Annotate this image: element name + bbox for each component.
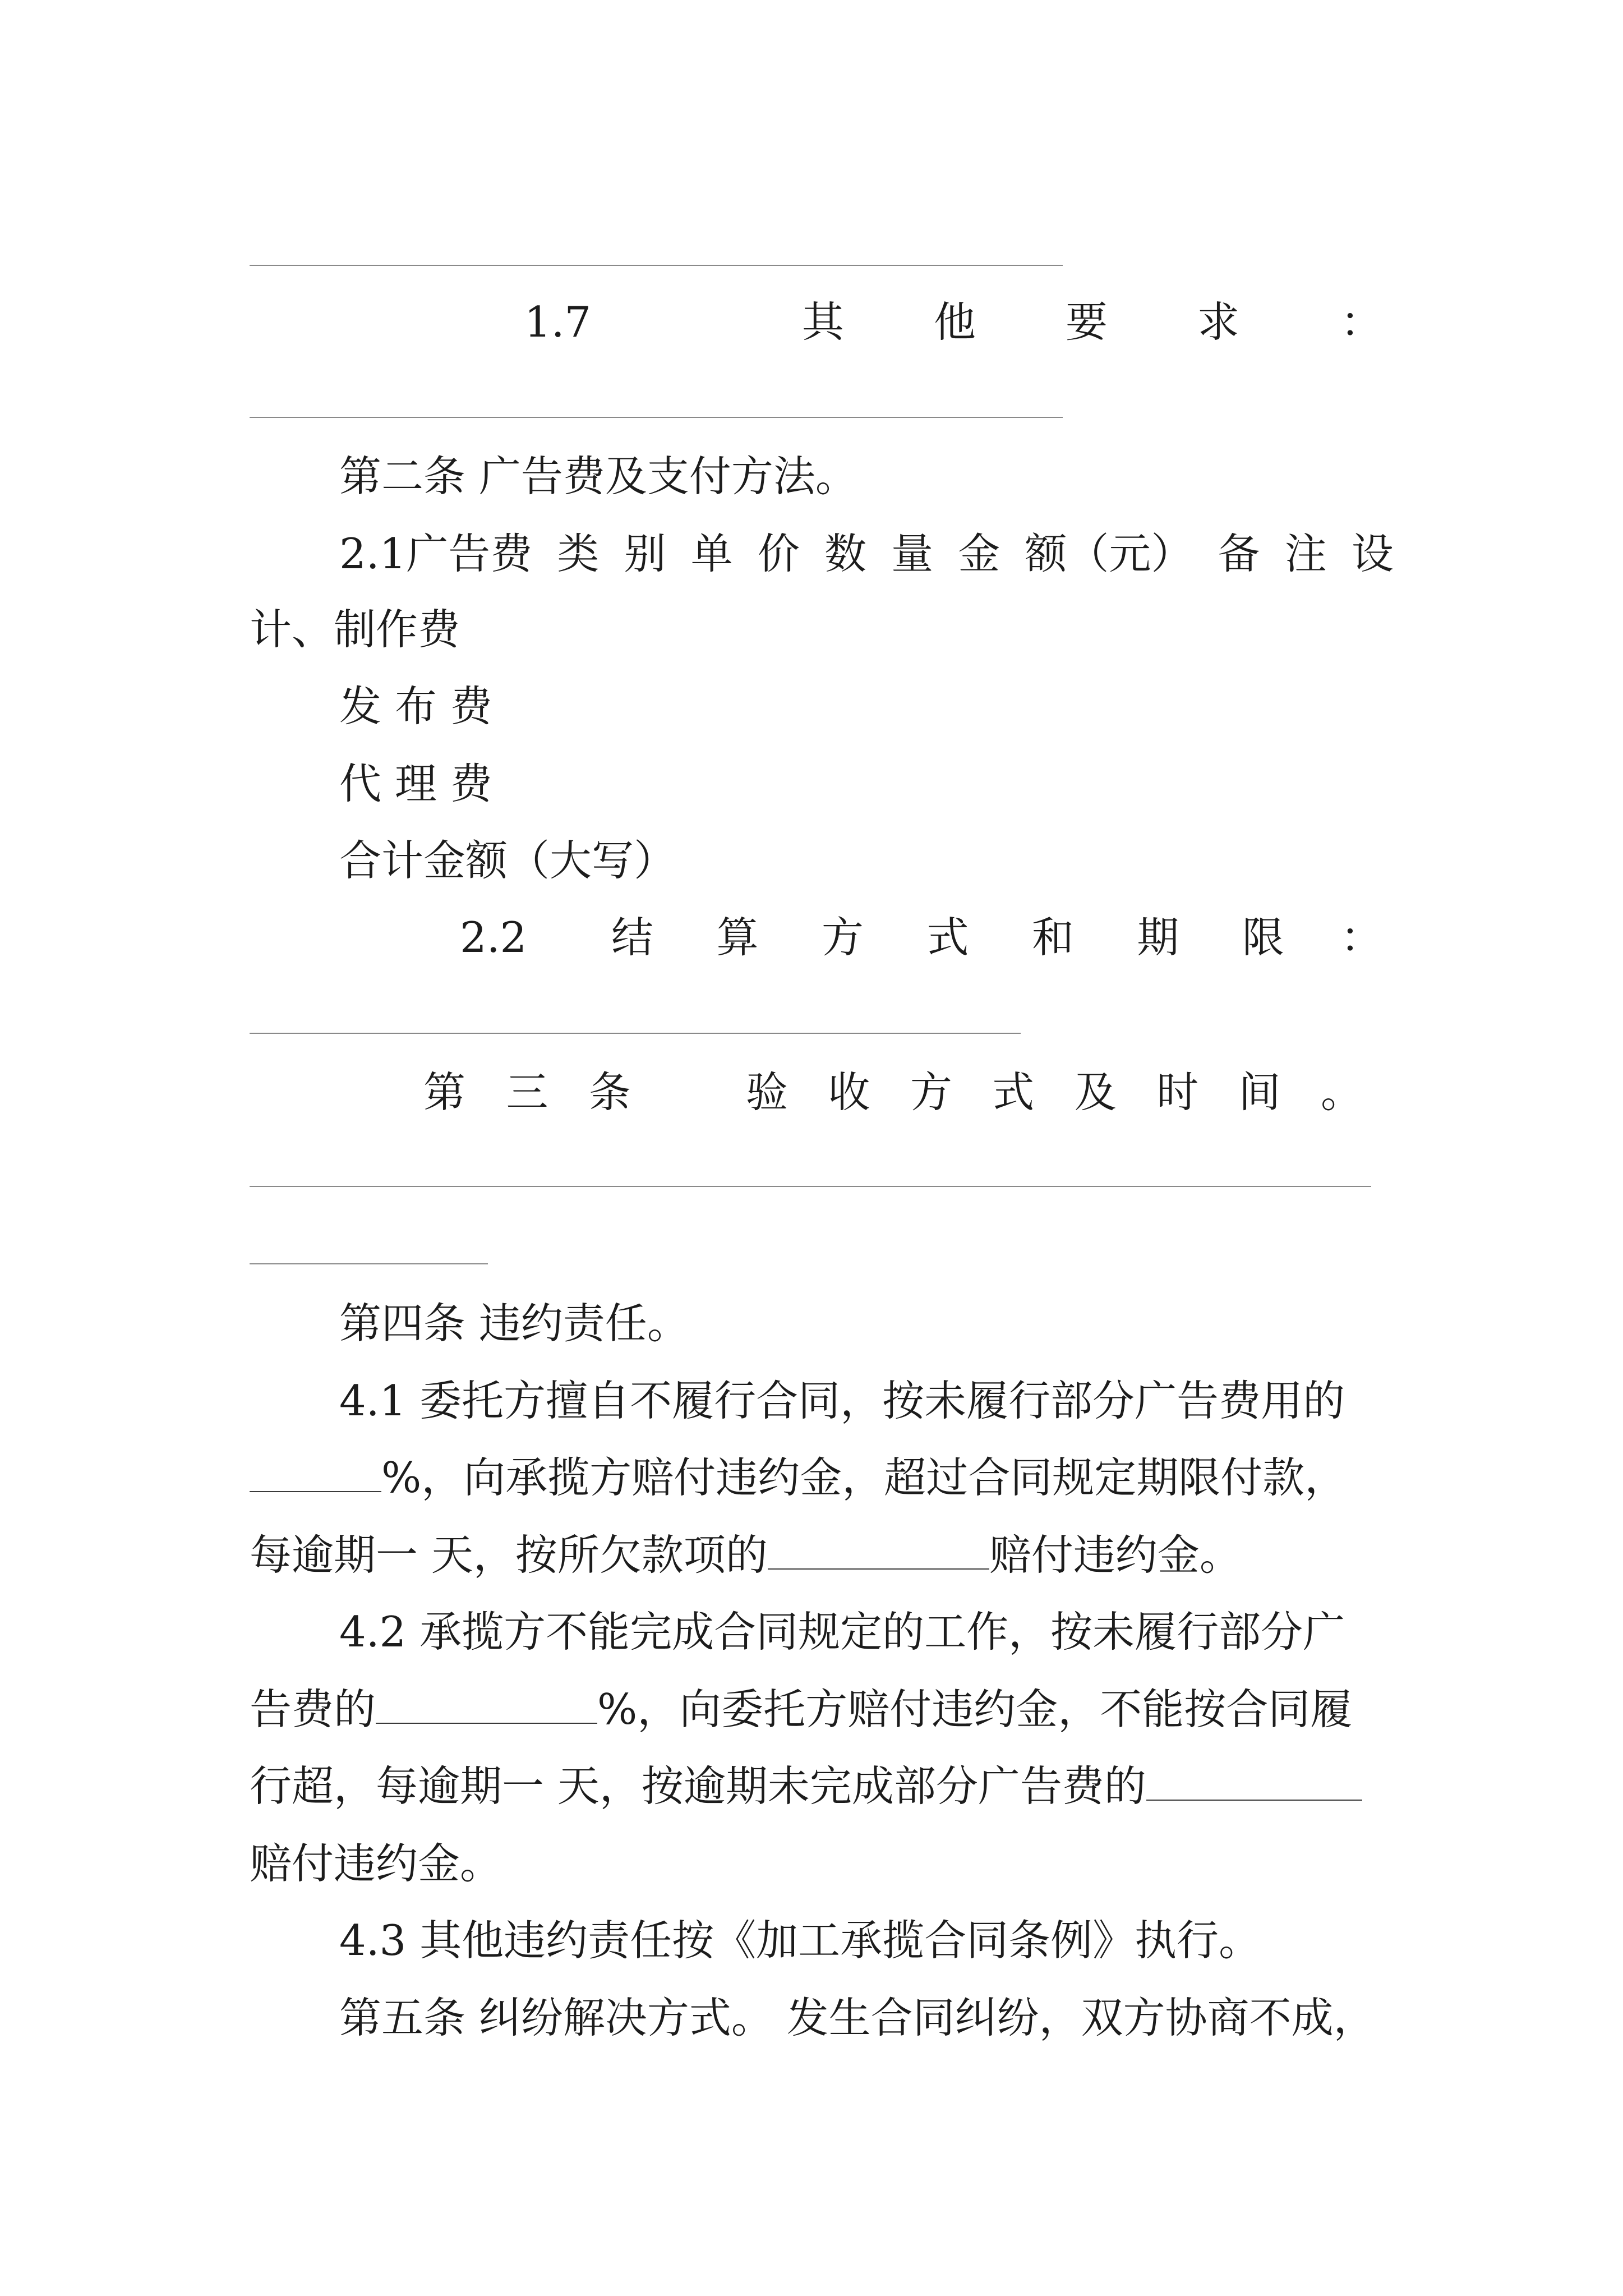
clause-line: 行超，每逾期一 天，按逾期未完成部分广告费的 [250,1765,1362,1807]
heading-char: 结 [611,913,654,962]
heading-char: 验 [746,1068,789,1117]
heading-char: 收 [828,1068,870,1117]
fee-header-cell: 金 [958,529,1000,578]
article-title: 第五条 纠纷解决方式。 发生合同纠纷，双方协商不成， [339,1993,1376,2042]
blank-field[interactable] [250,1457,381,1492]
fee-header-cell: 类 [557,529,600,578]
clause-number: 1.7 [524,297,592,347]
fee-header-cell: 2.1广告费 [339,529,533,578]
article-title: 第四条 违约责任。 [339,1299,689,1348]
heading-char: 方 [910,1068,952,1117]
clause-line: 每逾期一 天，按所欠款项的 赔付违约金。 [250,1530,1242,1580]
clause-line: 4.2 承揽方不能完成合同规定的工作，按未履行部分广 [339,1607,1345,1657]
heading-char: 他 [933,297,976,347]
heading-char: 第 [423,1068,466,1117]
clause-line: 4.3 其他违约责任按《加工承揽合同条例》执行。 [339,1916,1261,1965]
heading-char: 三 [506,1068,548,1117]
article-heading-right [746,1068,1363,1117]
article-heading-left [423,1068,631,1117]
fee-header-cell: 单 [690,529,733,578]
blank-field[interactable] [768,1535,989,1570]
heading-char: 其 [802,297,845,347]
fee-row-agency: 代 理 费 [339,759,492,808]
heading-char: 限 [1242,913,1284,962]
heading-char: 式 [992,1068,1035,1117]
heading-char: 要 [1065,297,1108,347]
fee-header-cell: 别 [624,529,666,578]
fee-header-cell: 量 [891,529,934,578]
article-title: 第二条 广告费及支付方法。 [339,452,857,501]
fee-header-cell: 价 [757,529,800,578]
clause-number: 2.2 [460,913,527,962]
heading-char: 算 [716,913,759,962]
heading-colon: ： [1340,913,1383,962]
clause-line: 告费的 %，向委托方赔付违约金，不能按合同履 [250,1685,1353,1734]
fee-row-publish: 发 布 费 [339,682,492,731]
fee-row-design: 计、制作费 [250,605,460,654]
heading-char: 期 [1137,913,1179,962]
blank-field[interactable] [376,1689,597,1724]
blank-line [250,1263,488,1264]
clause-heading [802,297,1239,347]
fee-header-cell: 备 [1218,529,1260,578]
fee-row-total: 合计金额（大写） [339,836,676,885]
blank-line [250,1186,1371,1187]
clause-heading [611,913,1284,962]
fee-table-header [339,529,1394,578]
fee-header-cell: 数 [824,529,866,578]
clause-line: 赔付违约金。 [250,1839,502,1888]
heading-char: 间 [1238,1068,1281,1117]
heading-colon: ： [1340,297,1383,347]
blank-line [250,265,1063,266]
blank-line [250,417,1063,418]
heading-char: 时 [1156,1068,1199,1117]
blank-field[interactable] [1146,1766,1362,1801]
fee-header-cell: 设 [1351,529,1394,578]
fee-header-cell: 额（元） [1025,529,1193,578]
clause-line: %，向承揽方赔付违约金，超过合同规定期限付款， [250,1457,1347,1499]
heading-char: 。 [1320,1068,1363,1117]
fee-header-cell: 注 [1284,529,1327,578]
clause-line: 4.1 委托方擅自不履行合同，按未履行部分广告费用的 [339,1376,1345,1425]
heading-char: 式 [926,913,969,962]
heading-char: 方 [821,913,864,962]
heading-char: 和 [1031,913,1074,962]
heading-char: 条 [588,1068,631,1117]
heading-char: 求 [1197,297,1239,347]
blank-line [250,1033,1021,1034]
heading-char: 及 [1074,1068,1117,1117]
